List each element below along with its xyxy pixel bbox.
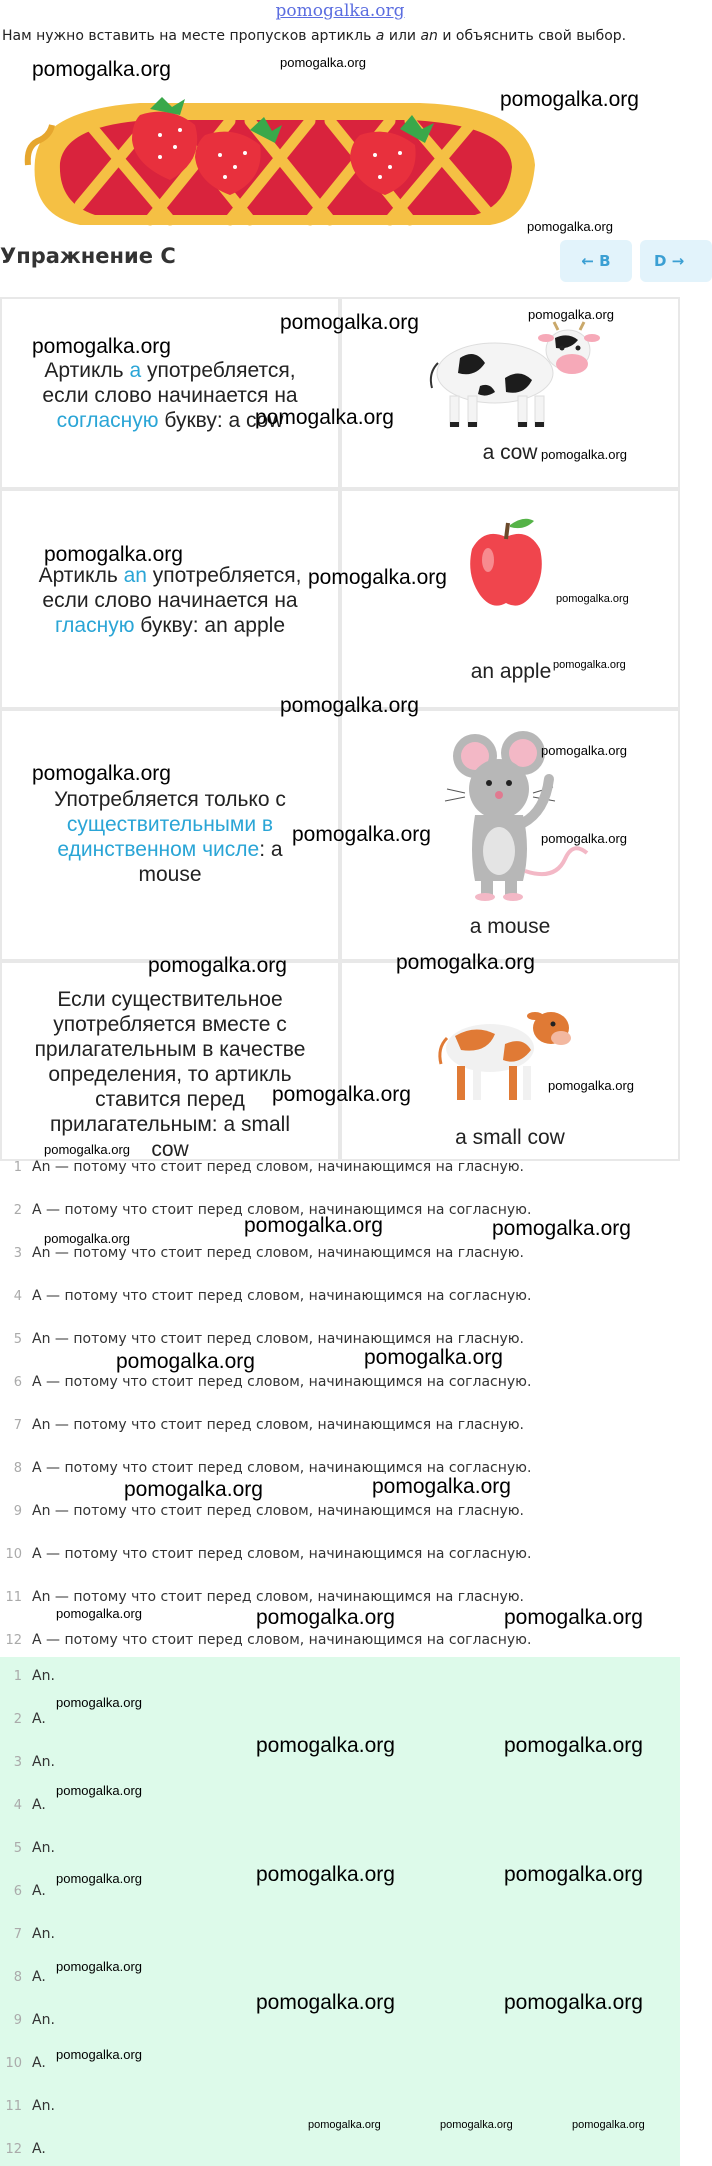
rule-text: Артикль a употребляется, если слово начинается на согласную букву: a cow (42, 359, 298, 432)
watermark: pomogalka.org (56, 2047, 142, 2062)
answer-row: 11 An. (5, 2098, 55, 2114)
watermark: pomogalka.org (504, 1606, 643, 1629)
exercise-title: Упражнение С (0, 244, 176, 268)
explanation-row: 6 A — потому что стоит перед словом, начинающимся на согласную. (13, 1374, 532, 1390)
watermark: pomogalka.org (308, 2119, 381, 2131)
watermark: pomogalka.org (528, 307, 614, 322)
answer-row: 12 A. (5, 2141, 46, 2157)
watermark: pomogalka.org (272, 1083, 411, 1106)
watermark: pomogalka.org (308, 566, 447, 589)
watermark: pomogalka.org (255, 406, 394, 429)
watermark: pomogalka.org (396, 951, 535, 974)
explanation-row: 4 A — потому что стоит перед словом, начинающимся на согласную. (13, 1288, 532, 1304)
apple-icon (466, 515, 546, 615)
next-exercise-button[interactable]: D → (640, 240, 712, 282)
explanation-row: 2 A — потому что стоит перед словом, начинающимся на согласную. (13, 1202, 532, 1218)
explanation-row: 7 An — потому что стоит перед словом, начинающимся на гласную. (13, 1417, 525, 1433)
prev-exercise-button[interactable]: ← B (560, 240, 632, 282)
rule-text: Употребляется только с существительными в единственном числе: a mouse (54, 788, 286, 886)
watermark: pomogalka.org (556, 593, 629, 605)
watermark: pomogalka.org (527, 219, 613, 234)
watermark: pomogalka.org (32, 762, 171, 785)
answer-row: 5 An. (13, 1840, 55, 1856)
watermark: pomogalka.org (504, 1991, 643, 2014)
watermark: pomogalka.org (116, 1350, 255, 1373)
watermark: pomogalka.org (504, 1734, 643, 1757)
calf-icon (435, 998, 585, 1110)
watermark: pomogalka.org (32, 335, 171, 358)
watermark: pomogalka.org (541, 447, 627, 462)
watermark: pomogalka.org (541, 743, 627, 758)
watermark: pomogalka.org (292, 823, 431, 846)
watermark: pomogalka.org (280, 55, 366, 70)
explanation-row: 8 A — потому что стоит перед словом, начинающимся на согласную. (13, 1460, 532, 1476)
watermark: pomogalka.org (44, 543, 183, 566)
watermark: pomogalka.org (504, 1863, 643, 1886)
rule-text: Если существительное употребляется вместе с прилагательным в качестве определения, то артикль ставится перед прилагательным: a small cow (34, 988, 306, 1161)
watermark: pomogalka.org (280, 311, 419, 334)
explanation-row: 5 An — потому что стоит перед словом, начинающимся на гласную. (13, 1331, 525, 1347)
explanation-row: 11 An — потому что стоит перед словом, начинающимся на гласную. (5, 1589, 525, 1605)
task-instruction: Нам нужно вставить на месте пропусков артикль a или an и объяснить свой выбор. (2, 28, 627, 44)
watermark: pomogalka.org (44, 1142, 130, 1157)
site-logo[interactable]: pomogalka.org (275, 1, 405, 21)
answer-row: 1 An. (13, 1668, 55, 1684)
explanation-row: 10 A — потому что стоит перед словом, начинающимся на согласную. (5, 1546, 532, 1562)
answer-row: 10 A. (5, 2055, 46, 2071)
watermark: pomogalka.org (56, 1783, 142, 1798)
answer-row: 4 A. (13, 1797, 46, 1813)
image-caption: a small cow (455, 1126, 565, 1149)
watermark: pomogalka.org (541, 831, 627, 846)
watermark: pomogalka.org (572, 2119, 645, 2131)
watermark: pomogalka.org (280, 694, 419, 717)
answer-row: 3 An. (13, 1754, 55, 1770)
watermark: pomogalka.org (500, 88, 639, 111)
watermark: pomogalka.org (256, 1863, 395, 1886)
explanation-row: 1 An — потому что стоит перед словом, начинающимся на гласную. (13, 1159, 525, 1175)
watermark: pomogalka.org (440, 2119, 513, 2131)
answer-row: 6 A. (13, 1883, 46, 1899)
watermark: pomogalka.org (44, 1231, 130, 1246)
watermark: pomogalka.org (56, 1871, 142, 1886)
watermark: pomogalka.org (56, 1695, 142, 1710)
explanation-row: 3 An — потому что стоит перед словом, начинающимся на гласную. (13, 1245, 525, 1261)
strawberry-pie-illustration (20, 85, 540, 225)
watermark: pomogalka.org (256, 1606, 395, 1629)
explanation-row: 12 A — потому что стоит перед словом, начинающимся на согласную. (5, 1632, 532, 1648)
watermark: pomogalka.org (244, 1214, 383, 1237)
watermark: pomogalka.org (148, 954, 287, 977)
cow-icon (420, 318, 600, 430)
watermark: pomogalka.org (256, 1734, 395, 1757)
watermark: pomogalka.org (56, 1606, 142, 1621)
watermark: pomogalka.org (364, 1346, 503, 1369)
image-caption: a mouse (469, 915, 551, 938)
image-caption: an apple (470, 660, 552, 683)
answer-row: 9 An. (13, 2012, 55, 2028)
watermark: pomogalka.org (32, 58, 171, 81)
image-caption: a cow (482, 441, 538, 464)
watermark: pomogalka.org (548, 1078, 634, 1093)
watermark: pomogalka.org (553, 659, 626, 671)
answer-row: 8 A. (13, 1969, 46, 1985)
watermark: pomogalka.org (56, 1959, 142, 1974)
explanation-row: 9 An — потому что стоит перед словом, начинающимся на гласную. (13, 1503, 525, 1519)
watermark: pomogalka.org (124, 1478, 263, 1501)
answer-row: 2 A. (13, 1711, 46, 1727)
watermark: pomogalka.org (492, 1217, 631, 1240)
watermark: pomogalka.org (256, 1991, 395, 2014)
rule-text: Артикль an употребляется, если слово начинается на гласную букву: an apple (38, 564, 302, 637)
watermark: pomogalka.org (372, 1475, 511, 1498)
answer-row: 7 An. (13, 1926, 55, 1942)
